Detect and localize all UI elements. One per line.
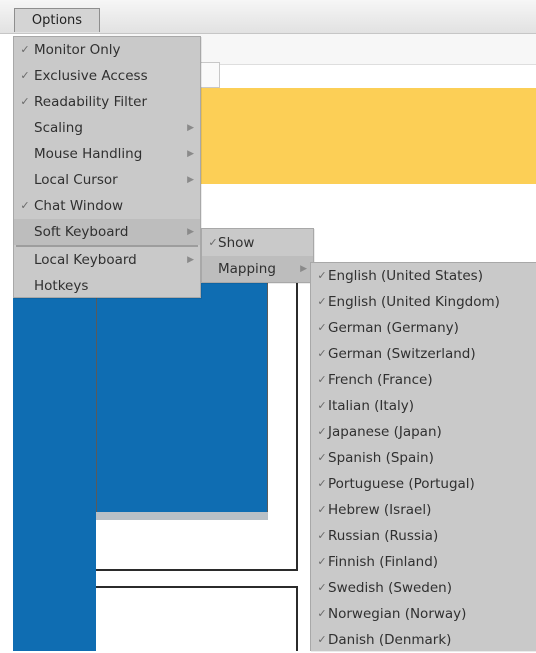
menu-item-mapping-pt-pt[interactable]: [311, 471, 536, 497]
viewer-panel: [96, 268, 268, 520]
menu-item-label: Show: [218, 235, 255, 251]
submenu-arrow-icon: ▶: [187, 255, 194, 265]
check-icon: ✓: [317, 399, 327, 412]
menu-item-mapping-en-us[interactable]: [311, 263, 536, 289]
check-icon: ✓: [317, 321, 327, 334]
check-icon: ✓: [208, 236, 218, 249]
menu-item-label: Finnish (Finland): [328, 554, 439, 570]
menu-item-show[interactable]: [202, 230, 313, 256]
menu-item-monitor-only[interactable]: [14, 37, 200, 63]
check-icon: ✓: [317, 347, 327, 360]
menu-item-label: Swedish (Sweden): [328, 580, 452, 596]
menu-item-label: French (France): [328, 372, 433, 388]
menu-item-label: Soft Keyboard: [34, 224, 129, 240]
options-menu: [13, 36, 201, 298]
menu-item-label: Local Keyboard: [34, 252, 137, 268]
check-icon: ✓: [20, 43, 30, 56]
menu-item-mapping-fr-fr[interactable]: [311, 367, 536, 393]
menu-item-label: Local Cursor: [34, 172, 118, 188]
menu-item-label: Hotkeys: [34, 278, 89, 294]
menu-item-mapping-en-gb[interactable]: [311, 289, 536, 315]
menu-item-mapping-fi-fi[interactable]: [311, 549, 536, 575]
menu-item-label: Russian (Russia): [328, 528, 439, 544]
menu-item-mapping[interactable]: [202, 256, 313, 282]
menu-item-label: Scaling: [34, 120, 83, 136]
menu-item-label: English (United Kingdom): [328, 294, 500, 310]
menu-item-mouse-handling[interactable]: [14, 141, 200, 167]
check-icon: ✓: [20, 95, 30, 108]
check-icon: ✓: [317, 633, 327, 646]
submenu-arrow-icon: ▶: [187, 175, 194, 185]
menu-item-label: Spanish (Spain): [328, 450, 434, 466]
menu-item-label: Readability Filter: [34, 94, 148, 110]
menu-item-label: Japanese (Japan): [328, 424, 442, 440]
menu-item-scaling[interactable]: [14, 115, 200, 141]
mapping-submenu: [310, 262, 536, 651]
menu-item-mapping-it-it[interactable]: [311, 393, 536, 419]
menu-item-mapping-ja-jp[interactable]: [311, 419, 536, 445]
menu-item-label: German (Switzerland): [328, 346, 476, 362]
viewer-panel-scrollbar[interactable]: [96, 512, 268, 520]
menu-item-local-keyboard[interactable]: [14, 247, 200, 273]
menu-item-soft-keyboard[interactable]: [14, 219, 200, 245]
menu-item-chat-window[interactable]: [14, 193, 200, 219]
frame-border: [296, 283, 298, 571]
check-icon: ✓: [317, 555, 327, 568]
check-icon: ✓: [317, 477, 327, 490]
menu-item-label: Hebrew (Israel): [328, 502, 432, 518]
check-icon: ✓: [317, 373, 327, 386]
menu-item-label: English (United States): [328, 268, 483, 284]
check-icon: ✓: [317, 581, 327, 594]
background-tab: [200, 62, 220, 88]
menu-item-label: Chat Window: [34, 198, 124, 214]
check-icon: ✓: [20, 69, 30, 82]
menu-item-mapping-sv-se[interactable]: [311, 575, 536, 601]
options-menu-button[interactable]: Options: [14, 8, 100, 32]
check-icon: ✓: [317, 295, 327, 308]
menu-item-label: Portuguese (Portugal): [328, 476, 475, 492]
menu-item-label: Danish (Denmark): [328, 632, 452, 648]
menu-bar: [0, 0, 536, 34]
menu-item-mapping-de-ch[interactable]: [311, 341, 536, 367]
menu-item-mapping-no-no[interactable]: [311, 601, 536, 627]
check-icon: ✓: [20, 199, 30, 212]
menu-item-mapping-ru-ru[interactable]: [311, 523, 536, 549]
menu-item-label: Mouse Handling: [34, 146, 143, 162]
menu-item-label: Italian (Italy): [328, 398, 414, 414]
menu-item-label: Norwegian (Norway): [328, 606, 467, 622]
frame-border: [96, 586, 298, 588]
check-icon: ✓: [317, 269, 327, 282]
check-icon: ✓: [317, 425, 327, 438]
menu-item-mapping-da-dk[interactable]: [311, 627, 536, 653]
submenu-arrow-icon: ▶: [187, 123, 194, 133]
left-sidebar-pane: [13, 250, 96, 651]
frame-border: [96, 569, 298, 571]
menu-item-exclusive-access[interactable]: [14, 63, 200, 89]
menu-item-label: German (Germany): [328, 320, 459, 336]
submenu-arrow-icon: ▶: [187, 227, 194, 237]
soft-keyboard-submenu: [201, 228, 314, 283]
check-icon: ✓: [317, 529, 327, 542]
menu-item-readability-filter[interactable]: [14, 89, 200, 115]
menu-item-mapping-he-il[interactable]: [311, 497, 536, 523]
check-icon: ✓: [317, 451, 327, 464]
menu-item-label: Exclusive Access: [34, 68, 148, 84]
menu-item-label: Mapping: [218, 261, 276, 277]
menu-item-mapping-es-es[interactable]: [311, 445, 536, 471]
submenu-arrow-icon: ▶: [187, 149, 194, 159]
menu-item-hotkeys[interactable]: [14, 273, 200, 299]
check-icon: ✓: [317, 607, 327, 620]
check-icon: ✓: [317, 503, 327, 516]
submenu-arrow-icon: ▶: [300, 264, 307, 274]
menu-item-label: Monitor Only: [34, 42, 121, 58]
menu-item-mapping-de-de[interactable]: [311, 315, 536, 341]
frame-border: [296, 586, 298, 651]
menu-item-local-cursor[interactable]: [14, 167, 200, 193]
